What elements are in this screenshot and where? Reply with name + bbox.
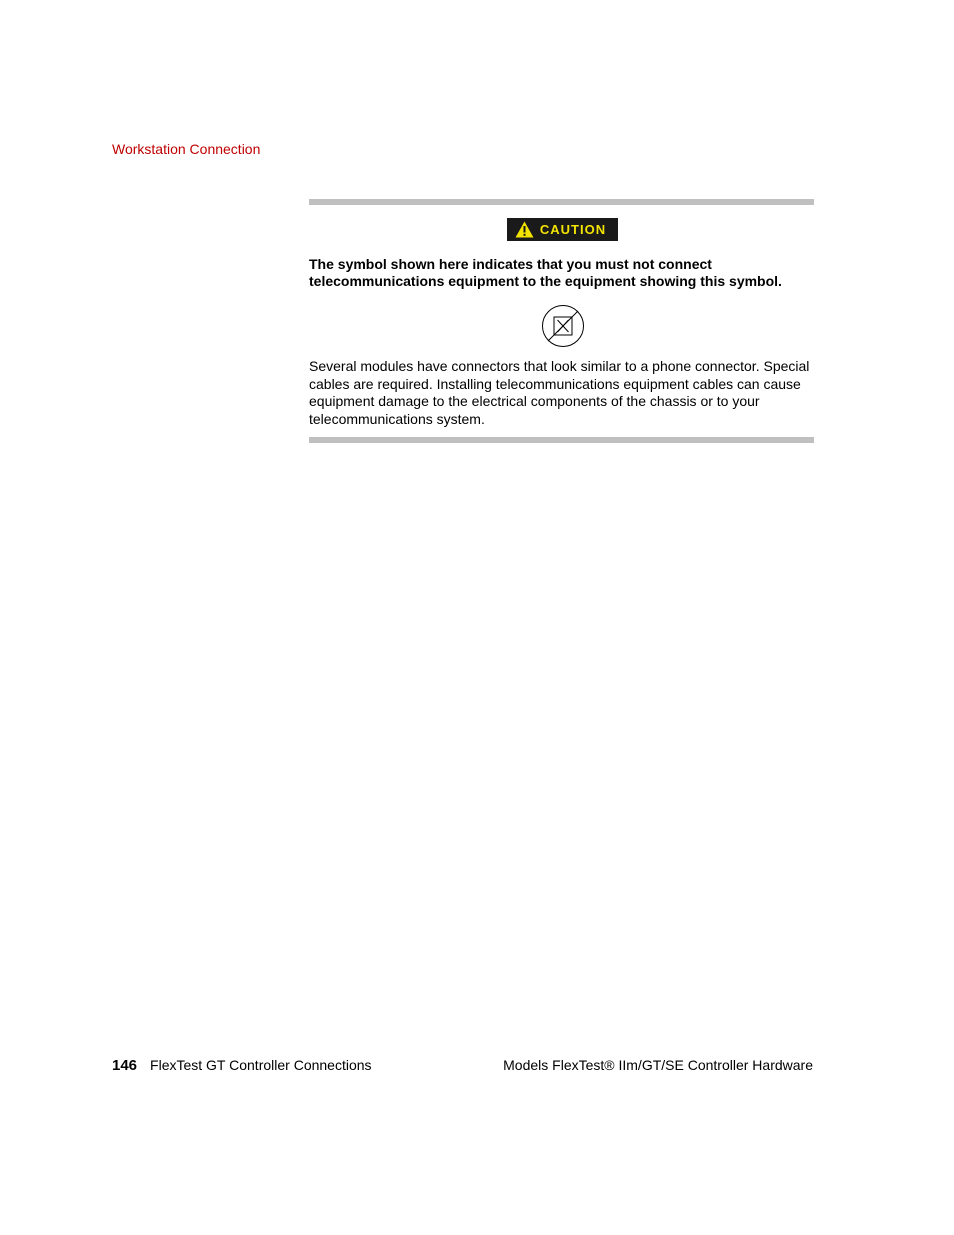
footer-left [112, 1057, 372, 1074]
page-number: 146 [112, 1057, 138, 1074]
warning-text: The symbol shown here indicates that you must not connect telecommunications equipment to the equipment showing this symbol. [309, 256, 782, 289]
top-rule [309, 199, 814, 205]
caution-badge-row [309, 218, 814, 241]
caution-notice [309, 199, 814, 443]
caution-body-text: Several modules have connectors that look similar to a phone connector. Special cables are required. Installing telecommunications equipment cables can cause equipment damage to the electrical components of the chassis or to your telecommunications system. [309, 358, 810, 427]
no-telecom-symbol-icon [541, 304, 585, 348]
warning-triangle-icon [515, 221, 534, 238]
caution-badge [507, 218, 618, 241]
section-header: Workstation Connection [112, 141, 261, 157]
bottom-rule [309, 437, 814, 443]
symbol-row [309, 304, 814, 350]
chapter-title: FlexTest GT Controller Connections [150, 1057, 372, 1073]
manual-title: Models FlexTest® IIm/GT/SE Controller Hardware [503, 1057, 813, 1073]
caution-label: CAUTION [539, 222, 607, 237]
